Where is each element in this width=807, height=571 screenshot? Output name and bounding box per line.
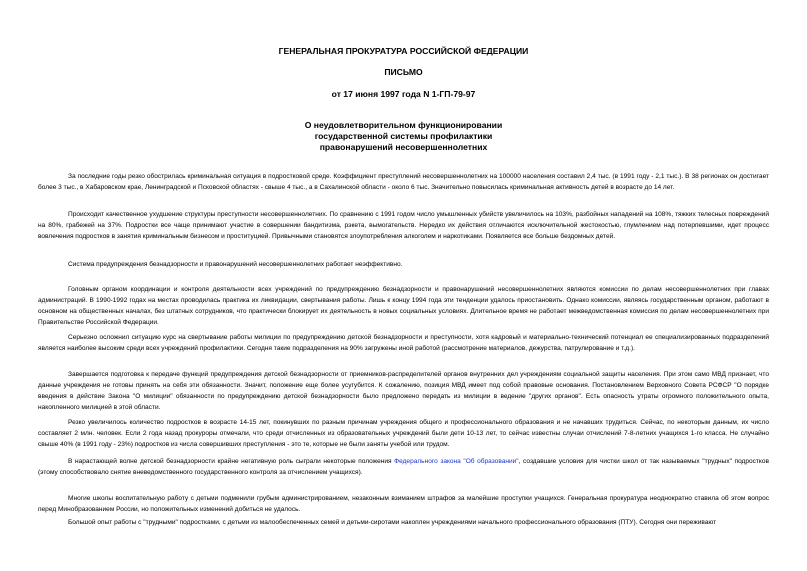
- paragraph-2: [38, 210, 769, 243]
- paragraph-text: За последние годы резко обострилась криминальная ситуация в подростковой среде. Коэффициент преступлений несовершеннолетних на 100000 населения составил 2,4 тыс. (в 1991 году - 2,1 тыс.). В 38 регионах он достигает более 3 тыс., в Хабаровском крае, Ленинградской и Псковской областях - свыше 4 тыс., а в Сахалинской области - около 6 тыс. Значительно повысилась криминальная активность детей в возрасте до 14 лет.: [38, 173, 769, 191]
- paragraph-8-text-before: В нарастающей волне детской безнадзорности крайне негативную роль сыграли некоторые положения: [68, 458, 395, 465]
- law-link[interactable]: Федерального закона "Об образовании": [394, 458, 519, 465]
- paragraph-5: [38, 333, 769, 355]
- paragraph-9: [38, 494, 769, 516]
- paragraph-4: [38, 285, 769, 329]
- paragraph-text: Завершается подготовка к передаче функций предупреждения детской безнадзорности от приемников-распределителей органов внутренних дел учреждениям социальной защиты населения. При этом само МВД признает, что данные учреждения не готовы принять на себя эти обязанности. Значит, положение еще более усугубится. К сожалению, позиция МВД имеет под собой правовые основания. Постановлением Верховного Совета РСФСР "О порядке введения в действие Закона "О милиции" обязанности по предупреждению детской безнадзорности было предложено передать из милиции в ведение "других органов". Есть опасность утраты огромного положительного опыта, накопленного милицией в этой области.: [38, 371, 769, 411]
- subject-line-1: О неудовлетворительном функционировании: [304, 120, 503, 130]
- paragraph-10: [38, 518, 769, 529]
- org-heading: ГЕНЕРАЛЬНАЯ ПРОКУРАТУРА РОССИЙСКОЙ ФЕДЕРАЦИИ: [278, 46, 529, 56]
- paragraph-8: [38, 457, 769, 479]
- paragraph-3: [38, 260, 769, 271]
- paragraph-text: Происходит качественное ухудшение структуры преступности несовершеннолетних. По сравнению с 1991 годом число умышленных убийств увеличилось на 103%, разбойных нападений на 108%, тяжких телесных повреждений на 80%, грабежей на 37%. Подростки все чаще принимают участие в совершении бандитизма, рэкета, вымогательств. Нередко их действия отличаются исключительной жестокостью, глумлением над потерпевшими, идет процесс вовлечения подростков в занятия криминальным бизнесом и проституцией. Привычными становятся злоупотребления алкоголем и наркотиками. Появляется все больше бездомных детей.: [38, 211, 769, 240]
- paragraph-8-text-after: , создавшие условия для чистки школ от так называемых "трудных" подростков (этому способствовало снятие вневедомственного государственного контроля за отчислением учащихся).: [38, 458, 769, 476]
- doc-type-heading: ПИСЬМО: [384, 67, 423, 77]
- paragraph-text: Большой опыт работы с "трудными" подростками, с детьми из малообеспеченных семей и детьми-сиротами накоплен учреждениями начального профессионального образования (ПТУ). Сегодня они переживают: [68, 519, 717, 526]
- paragraph-text: Резко увеличилось количество подростков в возрасте 14-15 лет, покинувших по разным причинам учреждения общего и профессионального образования и не начавших трудиться. Сейчас, по некоторым данным, их число составляет 2 млн. человек. Если 2 года назад прокуроры отмечали, что среди отчисленных из образовательных учреждений были дети 10-13 лет, то сейчас известны случаи отчислений 7-8-летних учащихся 1-го класса. Не случайно свыше 40% (в 1991 году - 23%) подростков из числа совершивших преступления - это те, которые не были заняты учебой или трудом.: [38, 419, 769, 448]
- subject-line-3: правонарушений несовершеннолетних: [319, 142, 488, 152]
- paragraph-text: [38, 457, 769, 479]
- paragraph-text: Головным органом координации и контроля деятельности всех учреждений по предупреждению безнадзорности и правонарушений несовершеннолетних являются комиссии по делам несовершеннолетних при главах администраций. В 1990-1992 годах на местах проводилась практика их ликвидации, свертывания работы. Лишь к концу 1994 года эти тенденции удалось приостановить. Однако комиссии, являясь государственным органом, работают в основном на общественных началах, без штатных сотрудников, что практически блокирует их деятельность в новых социальных условиях. Длительное время не работает межведомственная комиссия по делам несовершеннолетних при Правительстве Российской Федерации.: [38, 286, 769, 326]
- date-number-line: от 17 июня 1997 года N 1-ГП-79-97: [331, 89, 476, 99]
- subject-line-2: государственной системы профилактики: [314, 131, 493, 141]
- paragraph-7: [38, 418, 769, 451]
- paragraph-1: [38, 172, 769, 194]
- paragraph-6: [38, 370, 769, 414]
- paragraph-text: Многие школы воспитательную работу с детьми подменили грубым администрированием, незаконным взиманием штрафов за малейшие проступки учащихся. Генеральная прокуратура неоднократно ставила об этом вопрос перед Минобразованием России, но положительных изменений добиться не удалось.: [38, 495, 769, 513]
- paragraph-text: Система предупреждения безнадзорности и правонарушений несовершеннолетних работает неэффективно.: [68, 261, 403, 268]
- paragraph-text: Серьезно осложнил ситуацию курс на свертывание работы милиции по предупреждению детской безнадзорности и преступности, хотя кадровый и материально-технический потенциал ее специализированных подразделений является наиболее высоким среди всех учреждений профилактики. Сегодня такие подразделения на 90% загружены иной работой (рассмотрение материалов, дежурства, патрулирование и т.д.).: [38, 334, 769, 352]
